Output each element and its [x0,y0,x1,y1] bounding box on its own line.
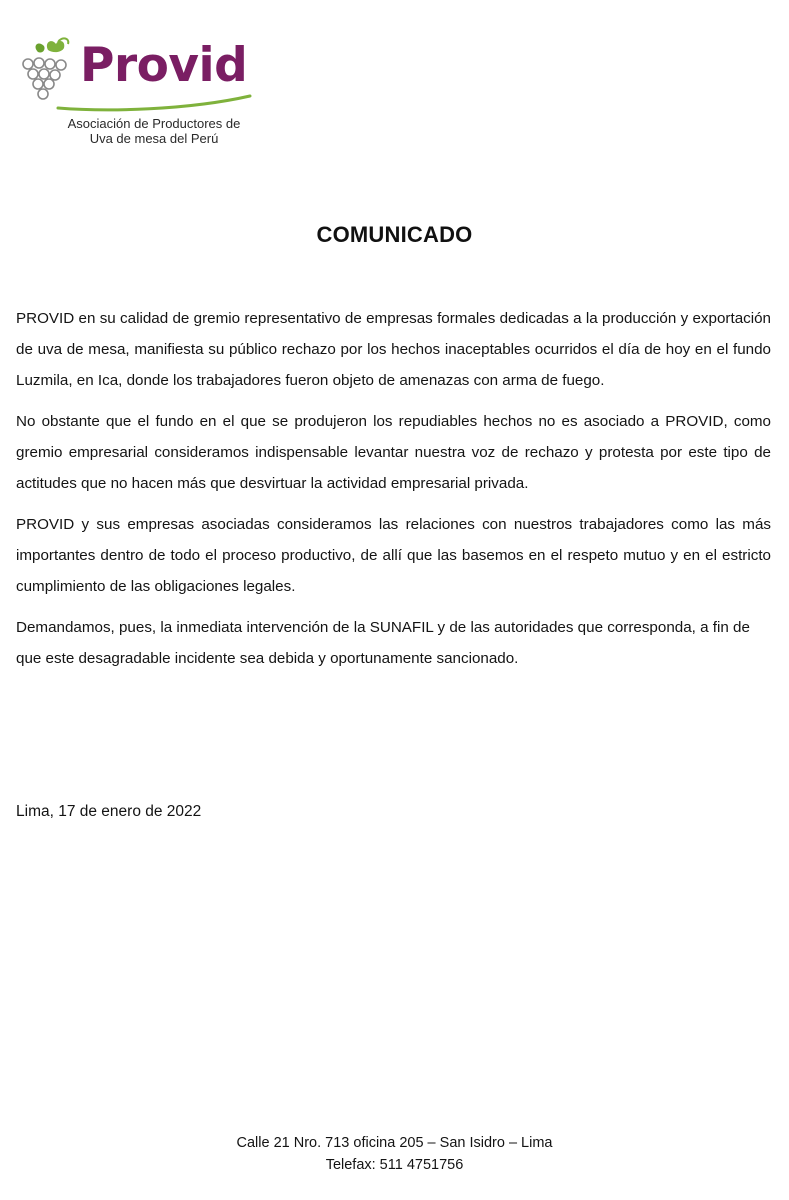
paragraph-1: PROVID en su calidad de gremio representativo de empresas formales dedicadas a la producción y exportación de uva de mesa, manifiesta su público rechazo por los hechos inaceptables ocurridos el día de hoy en el fundo Luzmila, en Ica, donde los trabajadores fueron objeto de amenazas con arma de fuego. [16,310,771,389]
date-line: Lima, 17 de enero de 2022 [16,803,202,820]
brand-wordmark: Provid [80,38,248,93]
document-title: COMUNICADO [316,222,473,247]
paragraph-2: No obstante que el fundo en el que se produjeron los repudiables hechos no es asociado a PROVID, como gremio empresarial consideramos indispensable levantar nuestra voz de rechazo y protesta por este tipo de actitudes que no hacen más que desvirtuar la actividad empresarial privada. [16,413,771,492]
footer-telefax: Telefax: 511 4751756 [325,1157,464,1173]
provid-logo [18,36,258,148]
paragraph-3: PROVID y sus empresas asociadas consideramos las relaciones con nuestros trabajadores como las más importantes dentro de todo el proceso productivo, de allí que las basemos en el respeto mutuo y en el estricto cumplimiento de las obligaciones legales. [16,516,771,595]
footer-address: Calle 21 Nro. 713 oficina 205 – San Isidro – Lima [236,1135,553,1151]
logo-subtitle [54,116,254,146]
logo-subtitle-line2: Uva de mesa del Perú [89,131,219,146]
footer [0,1132,789,1176]
paragraph-4: Demandamos, pues, la inmediata intervención de la SUNAFIL y de las autoridades que corresponda, a fin de que este desagradable incidente sea debida y oportunamente sancionado. [16,619,750,667]
logo-subtitle-line1: Asociación de Productores de [67,116,241,131]
document-body [16,303,771,684]
